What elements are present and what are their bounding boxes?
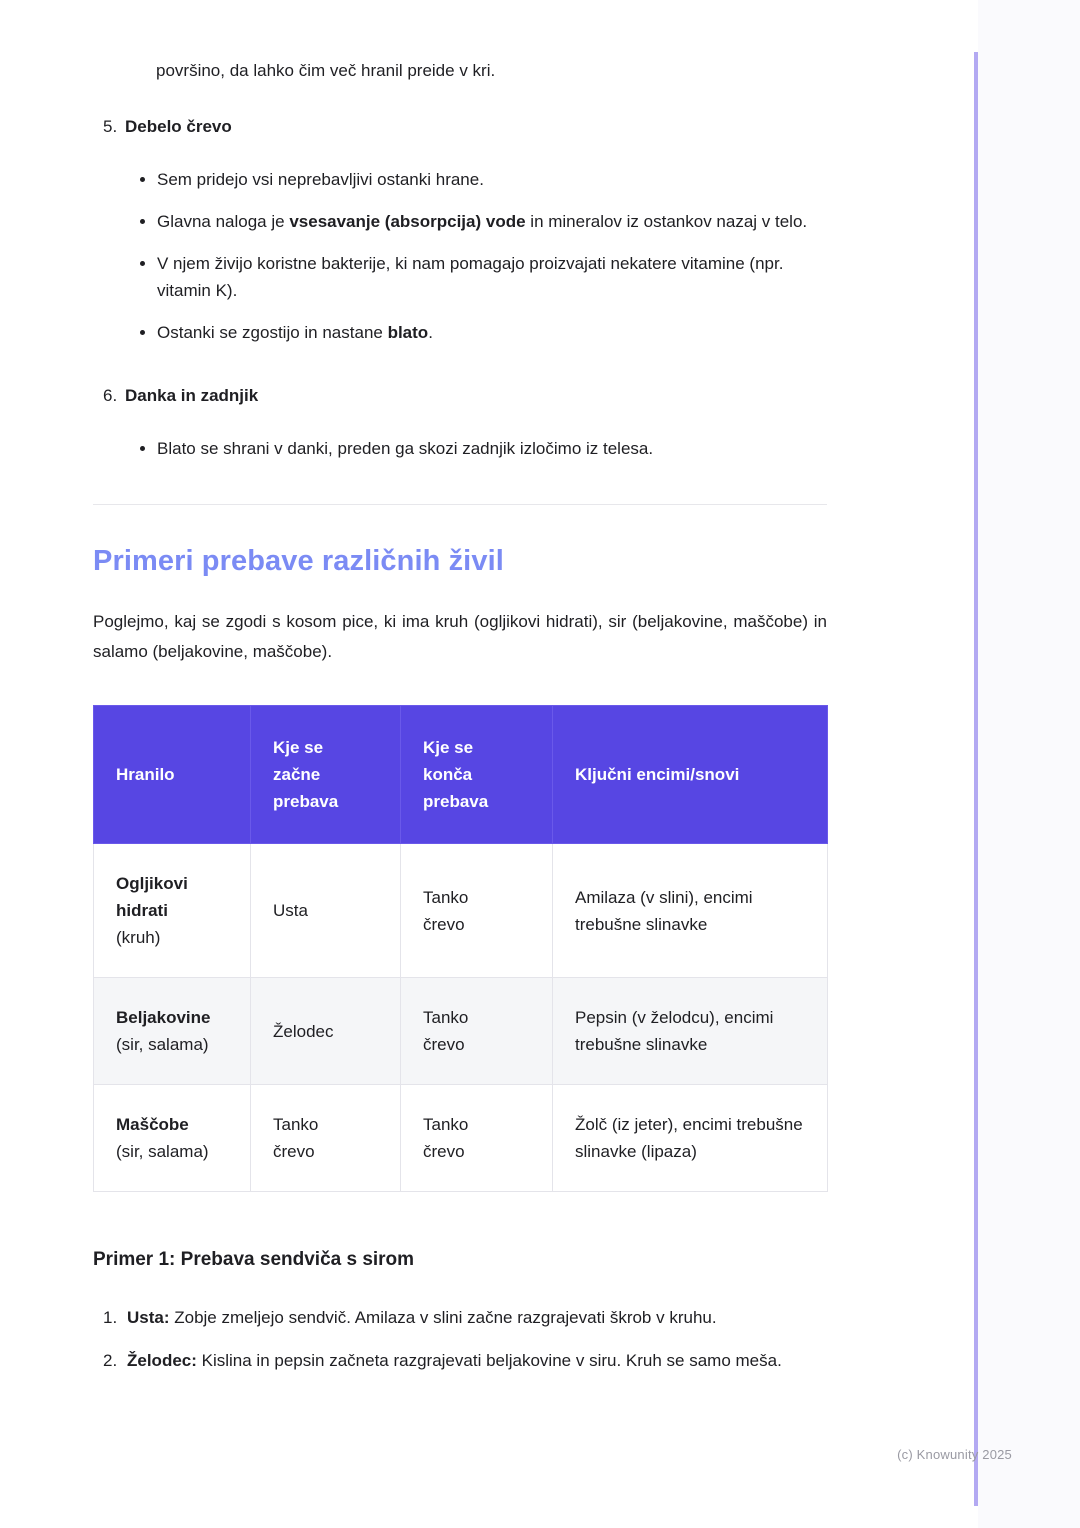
- cell-start: Želodec: [251, 978, 401, 1085]
- text-run: Ostanki se zgostijo in nastane: [157, 323, 388, 342]
- bullet-item: [157, 435, 827, 462]
- step-item: [93, 1346, 827, 1375]
- text-run: V njem živijo koristne bakterije, ki nam pomagajo proizvajati nekatere vitamine (npr. vitamin K).: [157, 254, 784, 300]
- item-number: 6.: [103, 386, 118, 405]
- nutrient-name: Ogljikovi hidrati: [116, 874, 188, 920]
- nutrient-note: (sir, salama): [116, 1035, 209, 1054]
- section-heading: Primeri prebave različnih živil: [93, 545, 504, 577]
- column-header-start: Kje se začne prebava: [251, 706, 401, 844]
- table-row-fats: [94, 1085, 828, 1192]
- example-steps-list: [93, 1303, 827, 1375]
- bullet-item: [157, 250, 827, 304]
- cell-start: Tanko črevo: [251, 1085, 401, 1192]
- copyright-watermark: (c) Knowunity 2025: [897, 1447, 1012, 1462]
- example-title: Primer 1: Prebava sendviča s sirom: [93, 1249, 415, 1270]
- item-6-bullet-list: [93, 435, 827, 462]
- text-run-bold: blato: [387, 323, 429, 342]
- cell-enzymes: Žolč (iz jeter), encimi trebušne slinavke (lipaza): [553, 1085, 828, 1192]
- bullet-item: [157, 208, 827, 235]
- table-header-row: [94, 706, 828, 844]
- item-title: Debelo črevo: [125, 117, 232, 136]
- cell-start: Usta: [251, 844, 401, 978]
- text-run: Glavna naloga je: [157, 212, 290, 231]
- step-item: [93, 1303, 827, 1332]
- nutrient-name: Beljakovine: [116, 1008, 211, 1027]
- item-number: 5.: [103, 117, 118, 136]
- step-number: 1.: [103, 1308, 118, 1327]
- numbered-item-5: [93, 113, 827, 140]
- table-row-carbohydrates: [94, 844, 828, 978]
- cell-enzymes: Amilaza (v slini), encimi trebušne slinavke: [553, 844, 828, 978]
- text-run: in mineralov iz ostankov nazaj v telo.: [525, 212, 808, 231]
- numbered-item-6: [93, 382, 827, 409]
- step-number: 2.: [103, 1351, 118, 1370]
- nutrient-note: (sir, salama): [116, 1142, 209, 1161]
- column-header-end: Kje se konča prebava: [401, 706, 553, 844]
- document-content: [93, 0, 827, 1389]
- bullet-item: [157, 166, 827, 193]
- nutrient-name: Maščobe: [116, 1115, 189, 1134]
- text-run: .: [428, 323, 433, 342]
- cell-end: Tanko črevo: [401, 978, 553, 1085]
- cell-nutrient: [94, 978, 251, 1085]
- text-run: Sem pridejo vsi neprebavljivi ostanki hrane.: [157, 170, 484, 189]
- column-header-nutrient: Hranilo: [94, 706, 251, 844]
- bullet-item: [157, 319, 827, 346]
- step-text: Kislina in pepsin začneta razgrajevati beljakovine v siru. Kruh se samo meša.: [196, 1351, 782, 1370]
- step-keyword: Želodec:: [127, 1351, 197, 1370]
- text-run-bold: vsesavanje (absorpcija) vode: [289, 212, 526, 231]
- column-header-enzymes: Ključni encimi/snovi: [553, 706, 828, 844]
- section-divider: [93, 504, 827, 505]
- step-keyword: Usta:: [127, 1308, 170, 1327]
- continuation-line: površino, da lahko čim več hranil preide v kri.: [156, 61, 496, 80]
- cell-nutrient: [94, 1085, 251, 1192]
- cell-end: Tanko črevo: [401, 844, 553, 978]
- step-text: Zobje zmeljejo sendvič. Amilaza v slini začne razgrajevati škrob v kruhu.: [169, 1308, 717, 1327]
- nutrient-note: (kruh): [116, 928, 161, 947]
- cell-nutrient: [94, 844, 251, 978]
- item-5-bullet-list: [93, 166, 827, 346]
- section-intro-paragraph: Poglejmo, kaj se zgodi s kosom pice, ki ima kruh (ogljikovi hidrati), sir (beljakovine, maščobe) in salamo (beljakovine, maščobe).: [93, 612, 827, 661]
- cell-enzymes: Pepsin (v želodcu), encimi trebušne slinavke: [553, 978, 828, 1085]
- table-row-proteins: [94, 978, 828, 1085]
- cell-end: Tanko črevo: [401, 1085, 553, 1192]
- item-title: Danka in zadnjik: [125, 386, 259, 405]
- right-rail-accent-line: [974, 52, 978, 1506]
- text-run: Blato se shrani v danki, preden ga skozi zadnjik izločimo iz telesa.: [157, 439, 654, 458]
- right-rail: [978, 0, 1080, 1528]
- digestion-table: [93, 705, 828, 1192]
